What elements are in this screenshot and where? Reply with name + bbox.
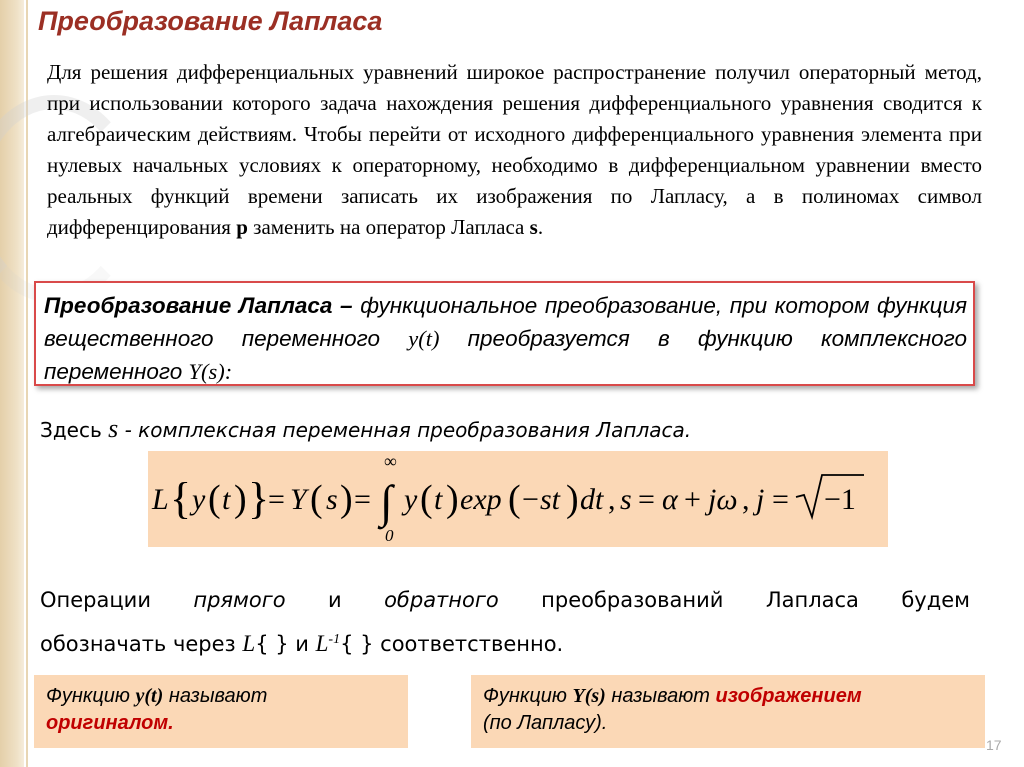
slide-title: Преобразование Лапласа: [38, 6, 383, 36]
note-left-sym: y(t): [135, 685, 164, 707]
laplace-formula-box: [148, 451, 888, 547]
definition-text-1: функциональное преобразование, при котором функция вещественного переменного: [44, 293, 967, 351]
svg-text:−: −: [522, 483, 539, 516]
ops-sup: -1: [328, 632, 341, 647]
svg-text:y: y: [404, 483, 418, 516]
svg-text:t: t: [434, 483, 443, 516]
svg-text:−1: −1: [824, 483, 856, 516]
note-right-mid: называют: [605, 685, 716, 707]
image-note-box: [471, 675, 985, 748]
original-note-box: [34, 675, 408, 748]
intro-symbol-p: p: [236, 215, 248, 239]
here-prefix: Здесь: [40, 418, 109, 442]
intro-text-end: .: [537, 215, 544, 239]
ops-word-4: обратного: [384, 588, 499, 612]
svg-text:jω: jω: [708, 483, 738, 516]
note-right-sym: Y(s): [572, 685, 606, 707]
svg-text:,: ,: [608, 483, 616, 516]
svg-text:α: α: [662, 483, 678, 516]
definition-yt: y(t): [408, 326, 440, 351]
svg-text:(: (: [508, 478, 521, 520]
svg-text:): ): [566, 478, 579, 520]
note-left-pre: Функцию: [46, 685, 136, 707]
svg-text:=: =: [268, 483, 285, 516]
ops-word-2: прямого: [193, 588, 286, 612]
svg-text:Y: Y: [290, 483, 307, 516]
intro-text-mid: заменить на оператор Лапласа: [247, 215, 530, 239]
ops-braces-2: { }: [340, 632, 374, 656]
svg-text:=: =: [354, 483, 371, 516]
svg-text:(: (: [208, 478, 221, 520]
operations-line-1: [40, 580, 970, 620]
ops-word-1: Операции: [40, 588, 151, 612]
ops-and: и: [288, 632, 316, 656]
ops-Linv: L: [315, 631, 329, 656]
svg-text:}: }: [248, 474, 270, 523]
svg-text:exp: exp: [460, 483, 502, 516]
ops-word-7: будем: [901, 588, 970, 612]
svg-text:=: =: [638, 483, 655, 516]
note-left-highlight: оригиналом.: [46, 712, 174, 734]
intro-text-main: Для решения дифференциальных уравнений широкое распространение получил операторный метод, при использовании которого задача нахождения решения дифференциального уравнения сводится к алгебраическим действиям. Чтобы перейти от исходного дифференциального уравнения элемента при нулевых начальных условиях к операторному, необходимо в дифференциальном уравнении вместо реальных функций времени записать их изображения по Лапласу, а в полиномах символ дифференцирования: [47, 60, 982, 239]
operations-line-2: [40, 620, 970, 664]
note-right-pre: Функцию: [483, 685, 573, 707]
ops-braces: { }: [255, 632, 289, 656]
note-left-mid: называют: [163, 685, 268, 707]
here-rest: - комплексная переменная преобразования Лапласа.: [118, 418, 692, 442]
ops-word-3: и: [328, 588, 342, 612]
laplace-formula: [148, 451, 888, 547]
svg-text:,: ,: [742, 483, 750, 516]
here-line: [40, 414, 691, 444]
svg-text:j: j: [756, 483, 765, 516]
here-var: s: [108, 414, 119, 443]
integral-upper-limit: ∞: [384, 451, 397, 471]
definition-Ys: Y(s):: [188, 359, 233, 384]
svg-text:dt: dt: [580, 483, 604, 516]
svg-text:+: +: [684, 483, 701, 516]
svg-text:st: st: [540, 483, 561, 516]
definition-text: [44, 289, 967, 388]
svg-text:s: s: [620, 483, 632, 516]
svg-text:=: =: [772, 483, 789, 516]
note-right-highlight: изображением: [715, 685, 862, 707]
definition-text-2: преобразуется в функцию комплексного переменного: [44, 326, 967, 384]
svg-text:{: {: [170, 474, 192, 523]
svg-text:t: t: [222, 483, 231, 516]
ops-word-6: Лапласа: [765, 588, 859, 612]
integral-lower-limit: 0: [385, 526, 394, 545]
integral-sign: ∫: [380, 476, 393, 527]
note-right-post: (по Лапласу).: [483, 712, 608, 734]
ops-word-5: преобразований: [541, 588, 724, 612]
intro-symbol-s: s: [529, 215, 538, 239]
svg-text:(: (: [310, 478, 323, 520]
svg-text:): ): [446, 478, 459, 520]
svg-text:s: s: [326, 483, 338, 516]
operations-paragraph: [40, 580, 970, 664]
definition-box: [34, 281, 975, 386]
svg-text:L: L: [152, 483, 169, 516]
ops-line2-a: обозначать через: [40, 632, 243, 656]
ops-L: L: [242, 631, 256, 656]
definition-term: Преобразование Лапласа –: [44, 293, 353, 318]
page-number: 17: [986, 737, 1002, 753]
svg-text:): ): [234, 478, 247, 520]
svg-text:): ): [340, 478, 353, 520]
svg-text:y: y: [192, 483, 206, 516]
intro-paragraph: [47, 57, 982, 243]
svg-text:(: (: [420, 478, 433, 520]
ops-line2-b: соответственно.: [373, 632, 564, 656]
